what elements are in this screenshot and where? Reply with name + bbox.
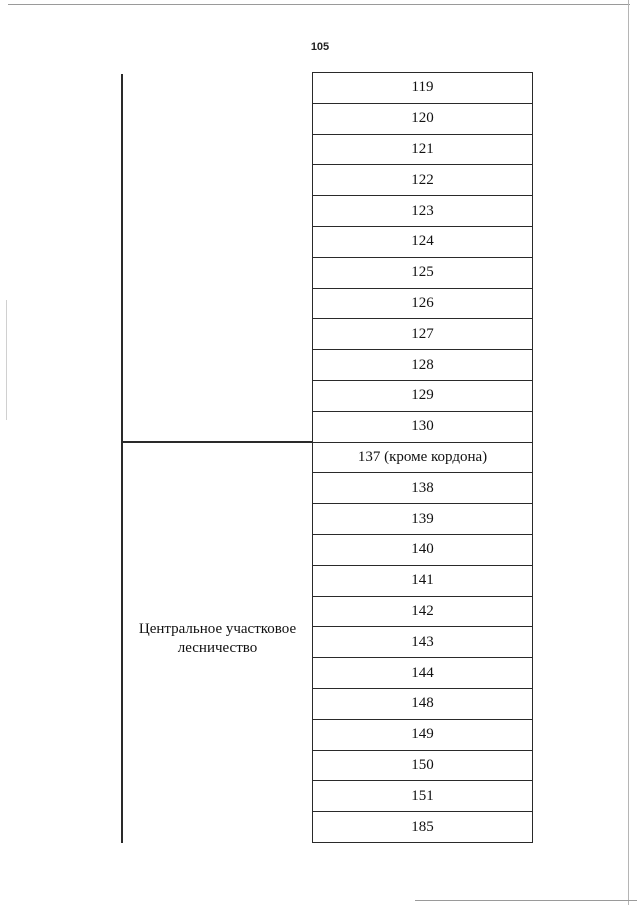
compartment-cell: 123 (313, 196, 532, 227)
scan-edge-right (628, 0, 629, 905)
district-label: Центральное участковое лесничество (138, 621, 297, 656)
compartment-cell: 124 (313, 227, 532, 258)
compartment-cell: 127 (313, 319, 532, 350)
compartment-cell: 139 (313, 504, 532, 535)
compartment-cell: 130 (313, 412, 532, 443)
compartment-cell: 144 (313, 658, 532, 689)
compartment-cell: 126 (313, 289, 532, 320)
page-number: 105 (310, 41, 330, 53)
compartment-cell: 185 (313, 812, 532, 843)
compartment-cell: 138 (313, 473, 532, 504)
section-divider (121, 441, 312, 443)
compartment-cell: 122 (313, 165, 532, 196)
scan-edge-bottom (415, 900, 637, 901)
compartment-cell: 121 (313, 135, 532, 166)
scan-edge-top (8, 4, 630, 5)
compartment-cell: 149 (313, 720, 532, 751)
compartment-cell: 137 (кроме кордона) (313, 443, 532, 474)
compartment-cell: 142 (313, 597, 532, 628)
compartment-cell: 148 (313, 689, 532, 720)
table-left-border-upper (121, 74, 123, 442)
compartment-cell: 119 (313, 73, 532, 104)
compartment-cell: 150 (313, 751, 532, 782)
compartment-cell: 140 (313, 535, 532, 566)
compartment-cell: 151 (313, 781, 532, 812)
compartment-cell: 128 (313, 350, 532, 381)
compartment-cell: 129 (313, 381, 532, 412)
compartment-cell: 141 (313, 566, 532, 597)
compartment-cell: 120 (313, 104, 532, 135)
compartment-cell: 125 (313, 258, 532, 289)
scan-edge-left (6, 300, 7, 420)
compartment-list (312, 72, 533, 843)
compartment-cell: 143 (313, 627, 532, 658)
